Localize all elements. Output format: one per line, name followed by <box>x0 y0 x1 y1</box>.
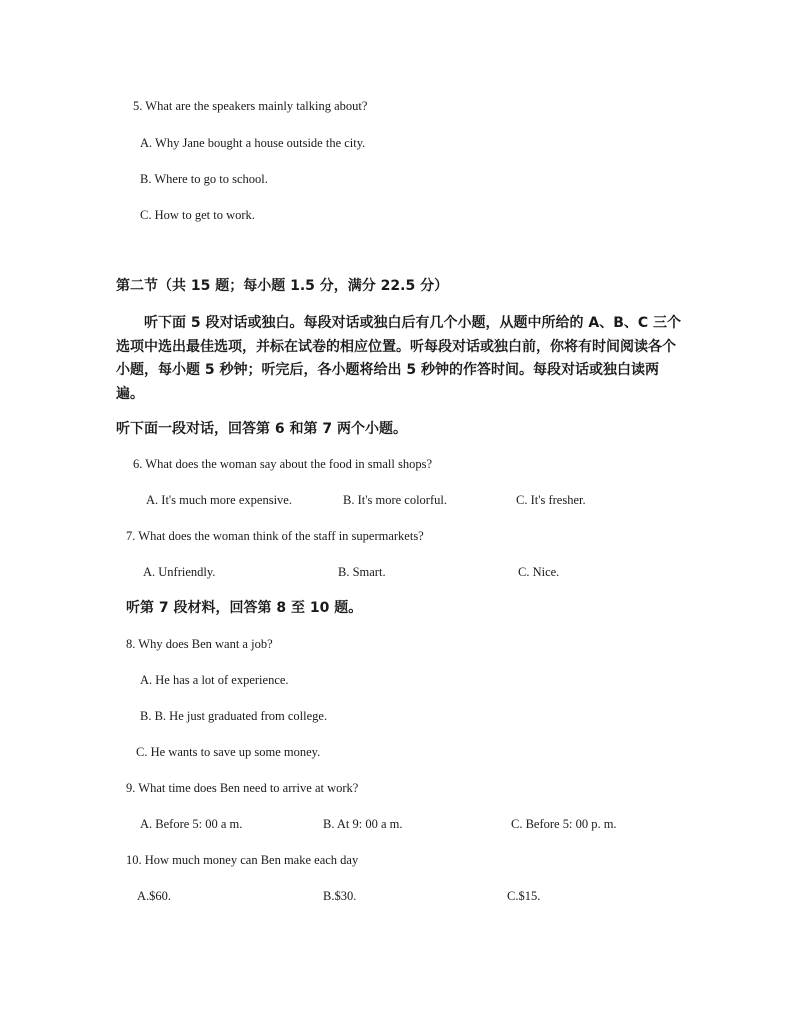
question-10-option-c: C.$15. <box>507 889 541 903</box>
question-7-option-a: A. Unfriendly. <box>143 565 216 579</box>
question-6-option-a: A. It's much more expensive. <box>146 493 292 507</box>
question-5-option-c: C. How to get to work. <box>140 208 255 222</box>
question-7-option-b: B. Smart. <box>338 565 386 579</box>
question-6-option-b: B. It's more colorful. <box>343 493 447 507</box>
question-9-text: 9. What time does Ben need to arrive at work? <box>126 781 359 795</box>
question-6-option-c: C. It's fresher. <box>516 493 586 507</box>
section-heading: 第二节（共 15 题；每小题 1.5 分，满分 22.5 分） <box>116 278 449 294</box>
question-9-option-b: B. At 9: 00 a m. <box>323 817 403 831</box>
section-instructions: 听下面 5 段对话或独白。每段对话或独白后有几个小题，从题中所给的 A、B、C 三个选项中选出最佳选项，并标在试卷的相应位置。听每段对话或独白前，你将有时间阅读各个小题，每小题 5 秒钟；听完后，各小题将给出 5 秒钟的作答时间。每段对话或独白读两遍。 <box>116 315 682 402</box>
question-10-option-a: A.$60. <box>137 889 172 903</box>
dialog-prompt: 听下面一段对话，回答第 6 和第 7 两个小题。 <box>116 421 407 437</box>
question-8-option-c: C. He wants to save up some money. <box>136 745 321 759</box>
question-7-text: 7. What does the woman think of the staff in supermarkets? <box>126 529 424 543</box>
question-10-option-b: B.$30. <box>323 889 357 903</box>
question-9-option-a: A. Before 5: 00 a m. <box>140 817 243 831</box>
material-prompt: 听第 7 段材料，回答第 8 至 10 题。 <box>126 600 363 616</box>
question-9-option-c: C. Before 5: 00 p. m. <box>511 817 617 831</box>
question-7-option-c: C. Nice. <box>518 565 560 579</box>
question-5-option-a: A. Why Jane bought a house outside the city. <box>140 136 366 150</box>
question-5-text: 5. What are the speakers mainly talking about? <box>133 99 368 113</box>
question-8-option-b: B. B. He just graduated from college. <box>140 709 328 723</box>
question-6-text: 6. What does the woman say about the food in small shops? <box>133 457 433 471</box>
question-10-text: 10. How much money can Ben make each day <box>126 853 359 867</box>
question-8-option-a: A. He has a lot of experience. <box>140 673 289 687</box>
question-8-text: 8. Why does Ben want a job? <box>126 637 273 651</box>
question-5-option-b: B. Where to go to school. <box>140 172 268 186</box>
